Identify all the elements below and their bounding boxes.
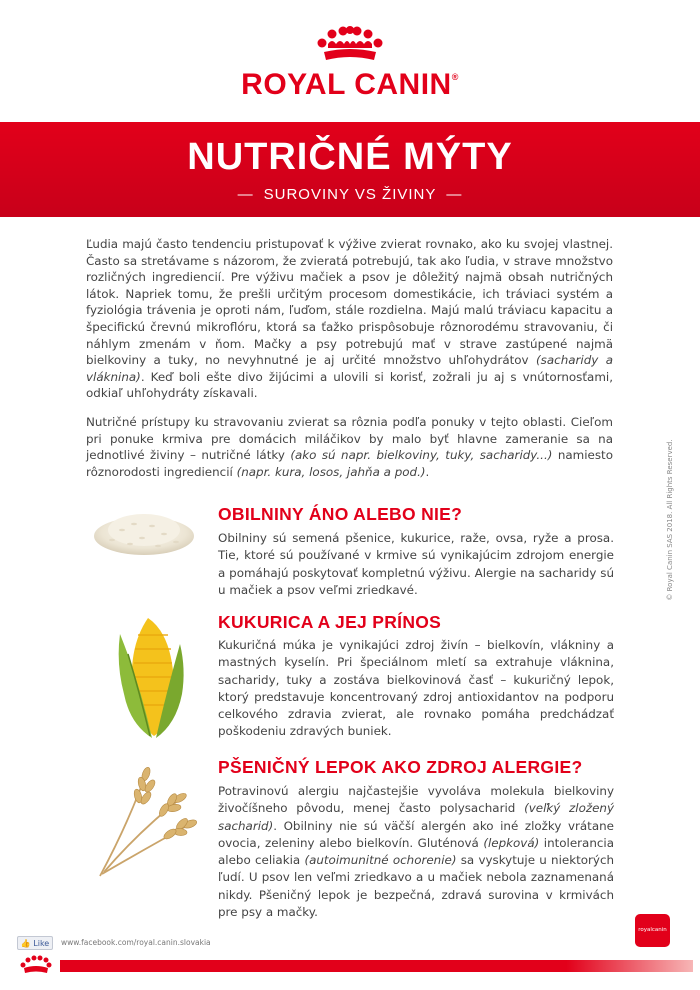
section-body-grains: Obilniny sú semená pšenice, kukurice, raže, ovsa, ryže a prosa. Tie, ktoré sú používané v krmive sú vynikajúcim zdrojom energie a pomáhajú poskytovať kompletnú výživu. Alergie na sacharidy sú u mačiek a psov veľmi zriedkavé. (218, 531, 614, 597)
brand-logo (0, 26, 700, 102)
section-title-corn: KUKURICA A JEJ PRÍNOS (218, 612, 442, 632)
thumbs-up-icon: 👍 (20, 939, 31, 948)
footer-bar (60, 960, 693, 972)
subtitle-dash-right: — (446, 186, 463, 203)
rice-grain-icon (92, 500, 196, 558)
facebook-like-button[interactable]: 👍 Like (17, 936, 53, 950)
brand-wordmark: ROYAL CANIN® (241, 68, 459, 101)
facebook-link[interactable]: www.facebook.com/royal.canin.slovakia (61, 938, 211, 947)
wheat-ears-icon (90, 760, 202, 880)
section-body-wheat: Potravinovú alergiu najčastejšie vyvoláva molekula bielkoviny živočíšneho pôvodu, menej často polysacharid (veľký zložený sacharid). Obilniny nie sú väčší alergén ako iné zložky vrátane ovocia, zeleniny alebo bielkovín. Gluténová (lepková) intolerancia alebo celiakia (autoimunitné ochorenie) sa vyskytuje u niektorých ľudí. U psov len veľmi zriedkavo a u mačiek nebola zaznamenaná nikdy. Pšeničný lepok je bezpečná, zdravá surovina v krmivách pre psy a mačky. (218, 784, 615, 920)
copyright-note: © Royal Canin SAS 2018. All Rights Reserved. (666, 439, 674, 601)
crown-icon (310, 26, 390, 66)
section-title-wheat: PŠENIČNÝ LEPOK AKO ZDROJ ALERGIE? (218, 757, 583, 777)
intro-paragraph-1: Ľudia majú často tendenciu pristupovať k výžive zvierat rovnako, ako ku svojej vlastnej. Často sa stretávame s názorom, že zvieratá potrebujú, tak ako ľudia, v strave množstvo rozličných ingrediencií. Pre výživu mačiek a psov je dôležitý najmä obsah nutričných látok. Napriek tomu, že prešli určitým procesom domestikácie, ich tráviaci systém a fyziológia trávenia je oproti nám, ľuďom, stále rozdielna. Majú malú tráviacu kapacitu a špecifickú črevnú mikroflóru, ktorá sa ťažko prispôsobuje rôznorodému stravovaniu, či náhlym zmenám v ňom. Mačky a psy potrebujú mať v strave zastúpené najmä bielkoviny a tuky, no nevyhnutné je aj určité množstvo uhľohydrátov (sacharidy a vláknina). Keď boli ešte divo žijúcimi a ulovili si korisť, zožrali ju aj s vnútornosťami, odkiaľ uhľohydráty získavali. (86, 237, 613, 401)
section-title-grains: OBILNINY ÁNO ALEBO NIE? (218, 504, 463, 524)
title-banner (0, 122, 700, 217)
page-title: NUTRIČNÉ MÝTY (187, 136, 513, 178)
corn-cob-icon (110, 614, 190, 740)
page-subtitle (0, 186, 700, 203)
intro-paragraph-2: Nutričné prístupy ku stravovaniu zvierat sa rôznia podľa ponuky v tejto oblasti. Cieľom pri ponuke krmiva pre domácich miláčikov by malo byť hlavne zameranie sa na jednotlivé živiny – nutričné látky (ako sú napr. bielkoviny, tuky, sacharidy...) namiesto rôznorodosti ingrediencií (napr. kura, losos, jahňa a pod.). (86, 415, 613, 479)
subtitle-dash-left: — (237, 186, 254, 203)
royalcanin-site-badge[interactable]: royalcanin (635, 914, 670, 947)
section-body-corn: Kukuričná múka je vynikajúci zdroj živín – bielkovín, vlákniny a mastných kyselín. Pri špeciálnom mletí sa extrahuje vláknina, sacharidy, tuky a zostáva bielkovinová časť – kukuričný lepok, ktorý predstavuje koncentrovaný zdroj antioxidantov na podporu celkového zdravia zvierat, ale rovnako pomáha predchádzať poškodeniu zdravých buniek. (218, 638, 614, 739)
subtitle-text: SUROVINY VS ŽIVINY (263, 186, 437, 203)
footer-crown-icon (18, 955, 54, 975)
